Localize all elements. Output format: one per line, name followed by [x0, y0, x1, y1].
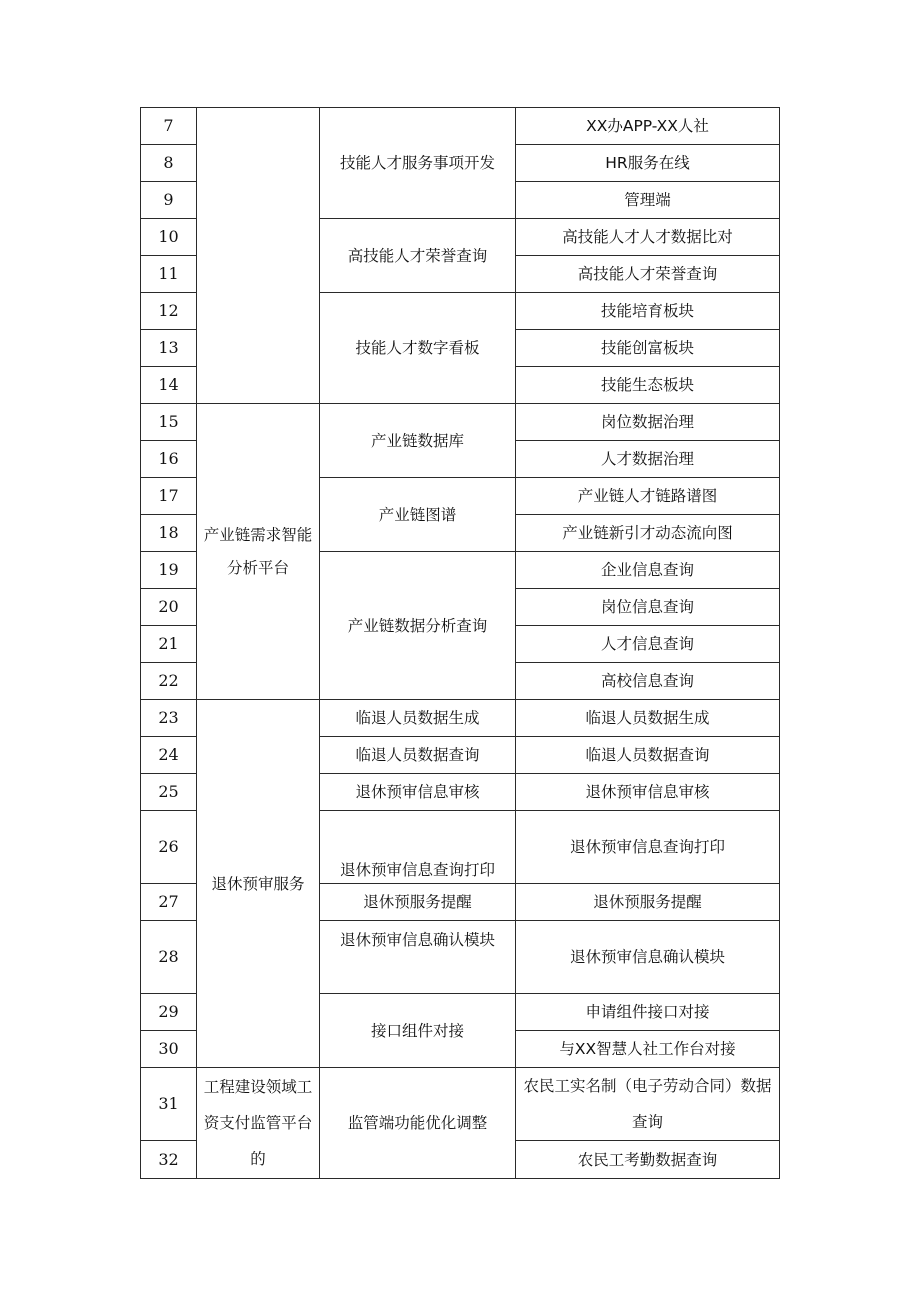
function-cell: 退休预审信息查询打印: [516, 811, 780, 884]
functions-table: [140, 107, 780, 1179]
row-number: 20: [141, 589, 197, 626]
row-number: 13: [141, 330, 197, 367]
module-cell: 产业链数据库: [320, 404, 516, 478]
platform-cell: 工程建设领域工资支付监管平台的: [197, 1068, 320, 1179]
function-cell: 岗位数据治理: [516, 404, 780, 441]
function-cell: 产业链新引才动态流向图: [516, 515, 780, 552]
function-cell: 与XX智慧人社工作台对接: [516, 1031, 780, 1068]
row-number: 28: [141, 921, 197, 994]
function-cell: 退休预审信息确认模块: [516, 921, 780, 994]
function-cell: 高技能人才荣誉查询: [516, 256, 780, 293]
module-cell: 临退人员数据查询: [320, 737, 516, 774]
platform-cell: 产业链需求智能分析平台: [197, 404, 320, 700]
module-cell: 产业链数据分析查询: [320, 552, 516, 700]
row-number: 24: [141, 737, 197, 774]
row-number: 8: [141, 145, 197, 182]
function-cell: 临退人员数据查询: [516, 737, 780, 774]
row-number: 27: [141, 884, 197, 921]
row-number: 32: [141, 1141, 197, 1179]
row-number: 14: [141, 367, 197, 404]
row-number: 17: [141, 478, 197, 515]
function-cell: 农民工实名制（电子劳动合同）数据查询: [516, 1068, 780, 1141]
function-cell: 技能生态板块: [516, 367, 780, 404]
module-cell: 高技能人才荣誉查询: [320, 219, 516, 293]
module-cell: 退休预审信息确认模块: [320, 921, 516, 994]
row-number: 30: [141, 1031, 197, 1068]
platform-cell: [197, 108, 320, 404]
function-cell: 高技能人才人才数据比对: [516, 219, 780, 256]
function-cell: 产业链人才链路谱图: [516, 478, 780, 515]
function-cell: 退休预服务提醒: [516, 884, 780, 921]
module-cell: 技能人才数字看板: [320, 293, 516, 404]
function-cell: 高校信息查询: [516, 663, 780, 700]
function-cell: 人才信息查询: [516, 626, 780, 663]
platform-cell: 退休预审服务: [197, 700, 320, 1068]
row-number: 9: [141, 182, 197, 219]
row-number: 31: [141, 1068, 197, 1141]
function-cell: 岗位信息查询: [516, 589, 780, 626]
row-number: 11: [141, 256, 197, 293]
module-cell: 技能人才服务事项开发: [320, 108, 516, 219]
row-number: 29: [141, 994, 197, 1031]
function-cell: 人才数据治理: [516, 441, 780, 478]
function-cell: 农民工考勤数据查询: [516, 1141, 780, 1179]
row-number: 22: [141, 663, 197, 700]
row-number: 12: [141, 293, 197, 330]
row-number: 21: [141, 626, 197, 663]
row-number: 25: [141, 774, 197, 811]
row-number: 10: [141, 219, 197, 256]
module-cell: 接口组件对接: [320, 994, 516, 1068]
function-cell: 临退人员数据生成: [516, 700, 780, 737]
row-number: 26: [141, 811, 197, 884]
function-cell: HR服务在线: [516, 145, 780, 182]
function-cell: 技能创富板块: [516, 330, 780, 367]
module-cell: 退休预服务提醒: [320, 884, 516, 921]
row-number: 18: [141, 515, 197, 552]
row-number: 15: [141, 404, 197, 441]
function-cell: 申请组件接口对接: [516, 994, 780, 1031]
module-cell: 退休预审信息查询打印: [320, 811, 516, 884]
row-number: 23: [141, 700, 197, 737]
row-number: 19: [141, 552, 197, 589]
table-row: [141, 108, 780, 145]
module-cell: 监管端功能优化调整: [320, 1068, 516, 1179]
table-row: [141, 700, 780, 737]
function-cell: 退休预审信息审核: [516, 774, 780, 811]
module-cell: 临退人员数据生成: [320, 700, 516, 737]
function-cell: XX办APP-XX人社: [516, 108, 780, 145]
function-cell: 管理端: [516, 182, 780, 219]
table-row: [141, 1068, 780, 1141]
module-cell: 退休预审信息审核: [320, 774, 516, 811]
table-row: [141, 404, 780, 441]
function-cell: 企业信息查询: [516, 552, 780, 589]
function-cell: 技能培育板块: [516, 293, 780, 330]
module-cell: 产业链图谱: [320, 478, 516, 552]
row-number: 7: [141, 108, 197, 145]
row-number: 16: [141, 441, 197, 478]
